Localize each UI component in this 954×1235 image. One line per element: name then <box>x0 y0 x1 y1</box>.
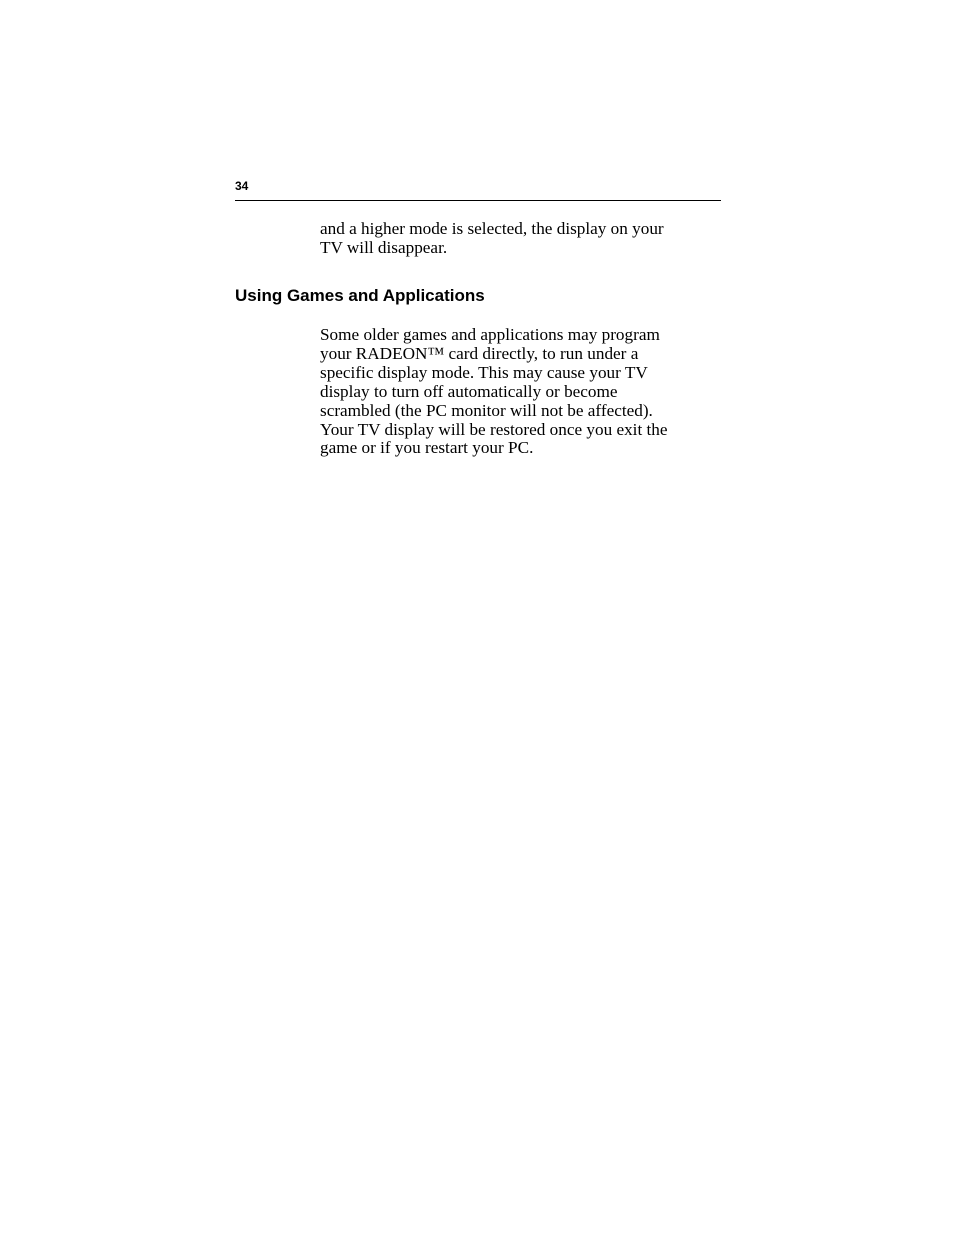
section-paragraph <box>320 326 715 458</box>
header-rule <box>235 200 721 201</box>
paragraph-line: and a higher mode is selected, the display on your <box>320 219 664 238</box>
paragraph-line: game or if you restart your PC. <box>320 438 534 458</box>
intro-paragraph <box>320 220 715 258</box>
paragraph-line: specific display mode. This may cause your TV <box>320 362 648 382</box>
paragraph-line: Some older games and applications may program <box>320 325 660 344</box>
paragraph-line: TV will disappear. <box>320 237 448 257</box>
paragraph-line: display to turn off automatically or become <box>320 381 618 401</box>
paragraph-line: Your TV display will be restored once you exit the <box>320 419 668 439</box>
page-number: 34 <box>235 179 249 193</box>
paragraph-line: your RADEON™ card directly, to run under a <box>320 343 639 363</box>
section-heading: Using Games and Applications <box>235 286 485 305</box>
paragraph-line: scrambled (the PC monitor will not be affected). <box>320 400 653 420</box>
